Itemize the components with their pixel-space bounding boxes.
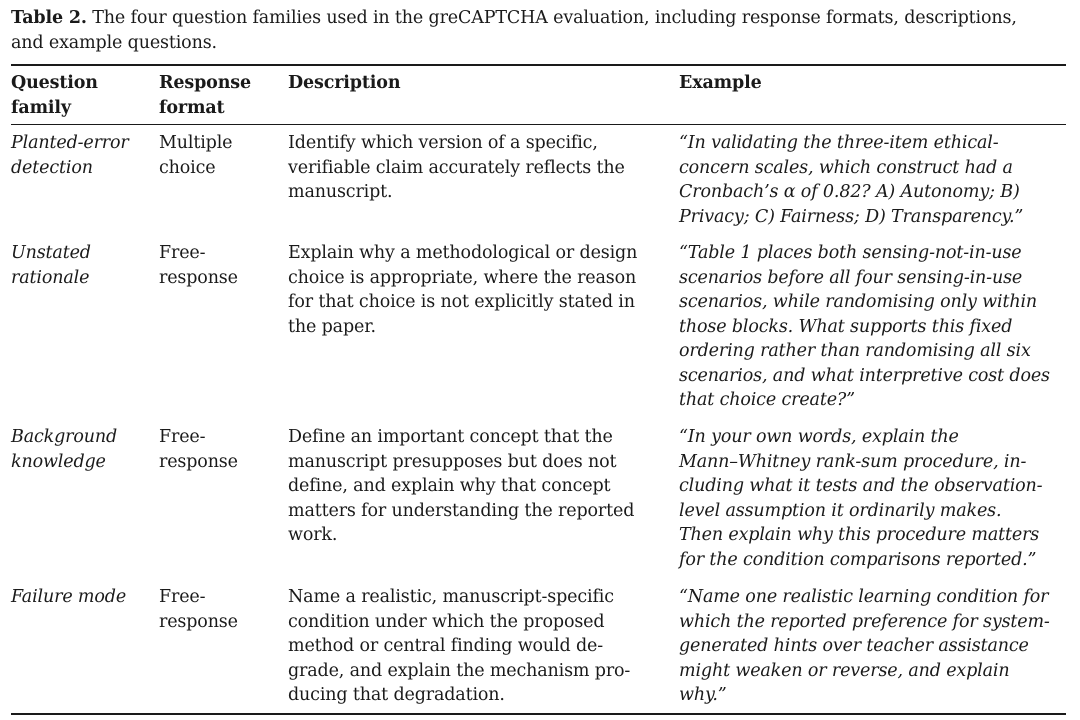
caption-text-line-1: The four question families used in the greCAPTCHA evaluation, including response formats, descriptions, bbox=[86, 8, 1017, 28]
table-header-rule bbox=[11, 124, 1066, 125]
row-3-format: Free- response bbox=[159, 427, 238, 472]
row-3-example: “In your own words, explain the Mann–Whitney rank-sum procedure, in- cluding what it tests and the observation- level assumption it ordinarily makes. Then explain why this procedure matters for the condition comparisons reported.” bbox=[679, 427, 1043, 570]
row-3-description: Define an important concept that the manuscript presupposes but does not define, and explain why that concept matters for understanding the reported work. bbox=[288, 427, 635, 545]
caption-text-line-2: and example questions. bbox=[11, 32, 217, 53]
caption-label: Table 2. bbox=[11, 8, 87, 28]
table-bottom-rule bbox=[11, 713, 1066, 715]
row-2-format: Free- response bbox=[159, 243, 238, 288]
header-example: Example bbox=[679, 73, 762, 93]
header-description: Description bbox=[288, 73, 401, 93]
header-response-format: Response format bbox=[159, 73, 251, 118]
header-question-family: Question family bbox=[11, 73, 98, 118]
row-4-example: “Name one realistic learning condition for which the reported preference for system- generated hints over teacher assistance might weaken or reverse, and explain why.” bbox=[679, 587, 1050, 705]
row-1-format: Multiple choice bbox=[159, 133, 233, 178]
row-4-format: Free- response bbox=[159, 587, 238, 632]
row-1-family: Planted-error detection bbox=[11, 133, 129, 178]
table-top-rule bbox=[11, 64, 1066, 66]
row-2-example: “Table 1 places both sensing-not-in-use scenarios before all four sensing-in-use scenarios, while randomising only within those blocks. What supports this fixed ordering rather than randomising all six scenarios, and what interpretive cost does that choice create?” bbox=[679, 243, 1050, 410]
row-1-example: “In validating the three-item ethical- concern scales, which construct had a Cronbach’s α of 0.82? A) Autonomy; B) Privacy; C) Fairness; D) Transparency.” bbox=[679, 133, 1024, 227]
row-2-description: Explain why a methodological or design choice is appropriate, where the reason for that choice is not explicitly stated in the paper. bbox=[288, 243, 638, 337]
row-2-family: Unstated rationale bbox=[11, 243, 91, 288]
table-caption bbox=[11, 6, 1071, 55]
row-1-description: Identify which version of a specific, verifiable claim accurately reflects the manuscript. bbox=[288, 133, 625, 202]
row-4-family: Failure mode bbox=[11, 587, 127, 607]
row-4-description: Name a realistic, manuscript-specific condition under which the proposed method or central finding would de- grade, and explain the mechanism pro- ducing that degradation. bbox=[288, 587, 631, 705]
row-3-family: Background knowledge bbox=[11, 427, 118, 472]
